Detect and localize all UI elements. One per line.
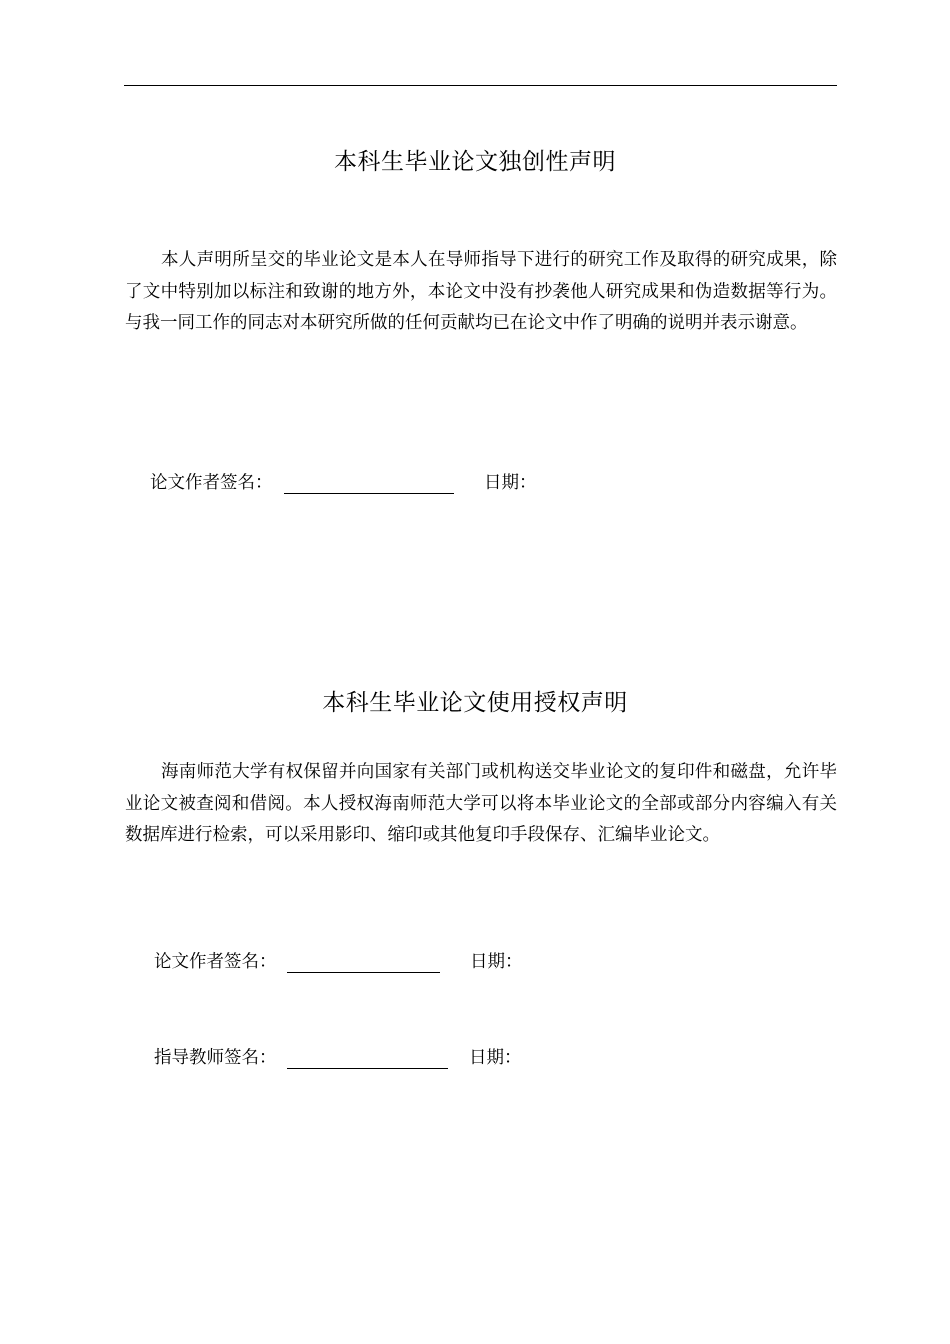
header-rule — [124, 85, 837, 86]
date-label: 日期： — [484, 473, 537, 493]
author-signature-label: 论文作者签名： — [150, 473, 273, 493]
author-signature-field[interactable] — [284, 493, 454, 494]
originality-paragraph: 本人声明所呈交的毕业论文是本人在导师指导下进行的研究工作及取得的研究成果，除了文中特别加以标注和致谢的地方外，本论文中没有抄袭他人研究成果和伪造数据等行为。与我一同工作的同志对本研究所做的任何贡献均已在论文中作了明确的说明并表示谢意。 — [125, 250, 837, 333]
advisor-signature-label: 指导教师签名： — [154, 1048, 277, 1068]
date-label: 日期： — [469, 1048, 522, 1068]
advisor-signature-field[interactable] — [287, 1068, 448, 1069]
originality-signature-row — [0, 470, 950, 500]
authorization-title: 本科生毕业论文使用授权声明 — [322, 690, 628, 716]
author-signature-field[interactable] — [287, 972, 440, 973]
author-signature-label: 论文作者签名： — [154, 952, 277, 972]
authorization-paragraph: 海南师范大学有权保留并向国家有关部门或机构送交毕业论文的复印件和磁盘，允许毕业论文被查阅和借阅。本人授权海南师范大学可以将本毕业论文的全部或部分内容编入有关数据库进行检索，可以采用影印、缩印或其他复印手段保存、汇编毕业论文。 — [125, 762, 837, 845]
authorization-author-signature-row — [0, 949, 950, 979]
authorization-advisor-signature-row — [0, 1045, 950, 1075]
date-label: 日期： — [470, 952, 523, 972]
originality-title: 本科生毕业论文独创性声明 — [334, 149, 616, 175]
